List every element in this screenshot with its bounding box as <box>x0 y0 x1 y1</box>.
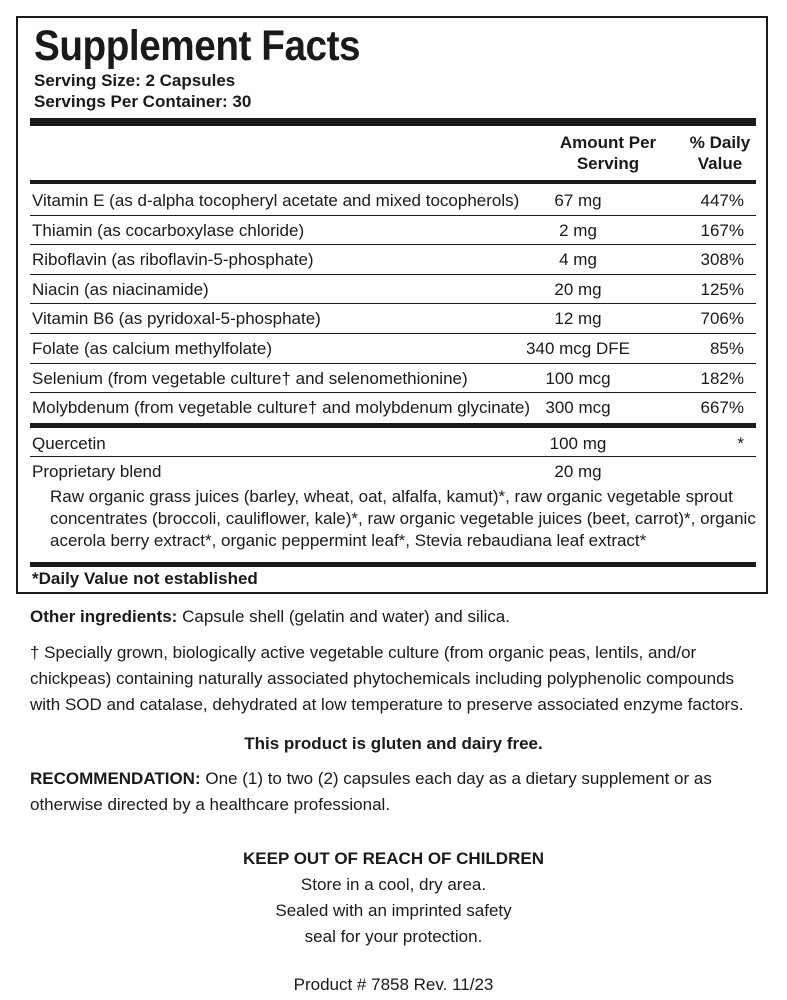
nutrient-daily-value: 447% <box>700 191 744 210</box>
nutrient-name: Molybdenum (from vegetable culture† and molybdenum glycinate) <box>32 398 530 418</box>
gluten-free-statement: This product is gluten and dairy free. <box>244 734 543 753</box>
nutrient-name: Selenium (from vegetable culture† and selenomethionine) <box>32 368 468 388</box>
nutrient-amount: 340 mcg DFE <box>526 339 630 358</box>
nutrient-daily-value: * <box>737 434 744 453</box>
nutrient-name: Folate (as calcium methylfolate) <box>32 339 272 358</box>
nutrient-daily-value: 308% <box>700 250 744 270</box>
column-header-amount-line2: Serving <box>576 154 640 173</box>
storage-line-1: Store in a cool, dry area. <box>300 875 487 894</box>
dagger-note: † Specially grown, biologically active vegetable culture (from organic peas, lentils, and/or chickpeas) containing naturally associated phytochemicals including polyphenolic compounds with SOD and catalase, dehydrated at low temperature to preserve associated enzyme factors. <box>30 643 744 714</box>
column-header-amount-line1: Amount Per <box>559 133 657 152</box>
nutrient-amount: 2 mg <box>559 220 597 240</box>
nutrient-name: Vitamin B6 (as pyridoxal-5-phosphate) <box>32 309 321 329</box>
nutrient-row <box>18 304 766 333</box>
nutrient-row <box>18 457 766 486</box>
recommendation <box>30 766 760 818</box>
nutrient-row <box>18 364 766 393</box>
nutrient-amount: 67 mg <box>554 191 602 210</box>
panel-title: Supplement Facts <box>34 22 361 70</box>
nutrient-name: Riboflavin (as riboflavin-5-phosphate) <box>32 250 314 270</box>
nutrient-amount: 100 mg <box>549 434 607 453</box>
nutrient-amount: 100 mcg <box>545 368 611 388</box>
nutrient-daily-value: 125% <box>700 279 744 299</box>
storage-line-2: Sealed with an imprinted safety <box>275 901 512 920</box>
nutrient-row <box>18 334 766 363</box>
nutrient-amount: 4 mg <box>559 250 597 270</box>
column-header-dv-line1: % Daily <box>689 133 751 152</box>
nutrient-name: Thiamin (as cocarboxylase chloride) <box>32 220 305 240</box>
daily-value-footnote: *Daily Value not established <box>32 569 258 588</box>
thick-divider-mid <box>30 423 756 428</box>
serving-size: Serving Size: 2 Capsules <box>34 71 236 90</box>
nutrient-row <box>18 393 766 422</box>
thick-divider-top <box>30 118 756 126</box>
nutrient-row <box>18 245 766 274</box>
nutrient-daily-value: 85% <box>709 339 744 358</box>
nutrient-name: Vitamin E (as d-alpha tocopheryl acetate and mixed tocopherols) <box>32 191 520 210</box>
nutrient-row <box>18 275 766 304</box>
column-header-amount <box>548 132 668 174</box>
recommendation-label: RECOMMENDATION: <box>30 769 201 788</box>
servings-per-container: Servings Per Container: 30 <box>34 92 252 111</box>
recommendation-text: One (1) to two (2) capsules each day as a dietary supplement or as otherwise directed by a healthcare professional. <box>30 769 712 814</box>
other-ingredients-text: Capsule shell (gelatin and water) and silica. <box>177 607 510 626</box>
warning-title: KEEP OUT OF REACH OF CHILDREN <box>243 849 544 868</box>
nutrient-daily-value: 167% <box>700 220 744 240</box>
nutrient-name: Quercetin <box>32 434 106 453</box>
column-header-daily-value <box>680 132 760 174</box>
supplement-facts-panel <box>16 16 768 594</box>
header-divider <box>30 180 756 184</box>
nutrient-row <box>18 186 766 215</box>
other-ingredients-label: Other ingredients: <box>30 607 178 626</box>
nutrient-amount: 300 mcg <box>545 398 611 418</box>
nutrient-daily-value: 182% <box>700 368 744 388</box>
nutrient-row <box>18 216 766 245</box>
nutrient-name: Niacin (as niacinamide) <box>32 279 209 299</box>
storage-line-3: seal for your protection. <box>304 927 483 946</box>
nutrient-amount: 12 mg <box>554 309 602 329</box>
product-info: Product # 7858 Rev. 11/23 <box>293 975 494 994</box>
nutrient-amount: 20 mg <box>554 279 602 299</box>
nutrient-name: Proprietary blend <box>32 462 162 481</box>
nutrient-daily-value: 667% <box>700 398 744 418</box>
other-ingredients <box>30 604 760 630</box>
nutrient-daily-value: 706% <box>700 309 744 329</box>
nutrient-amount: 20 mg <box>554 462 602 481</box>
thick-divider-bottom <box>30 562 756 567</box>
nutrient-row <box>18 429 766 458</box>
proprietary-blend-detail: Raw organic grass juices (barley, wheat, oat, alfalfa, kamut)*, raw organic vegetable sprout concentrates (broccoli, cauliflower, kale)*, raw organic vegetable juices (beet, carrot)*, organic acerola berry extract*, organic peppermint leaf*, Stevia rebaudiana leaf extract* <box>50 487 756 550</box>
column-header-dv-line2: Value <box>697 154 743 173</box>
